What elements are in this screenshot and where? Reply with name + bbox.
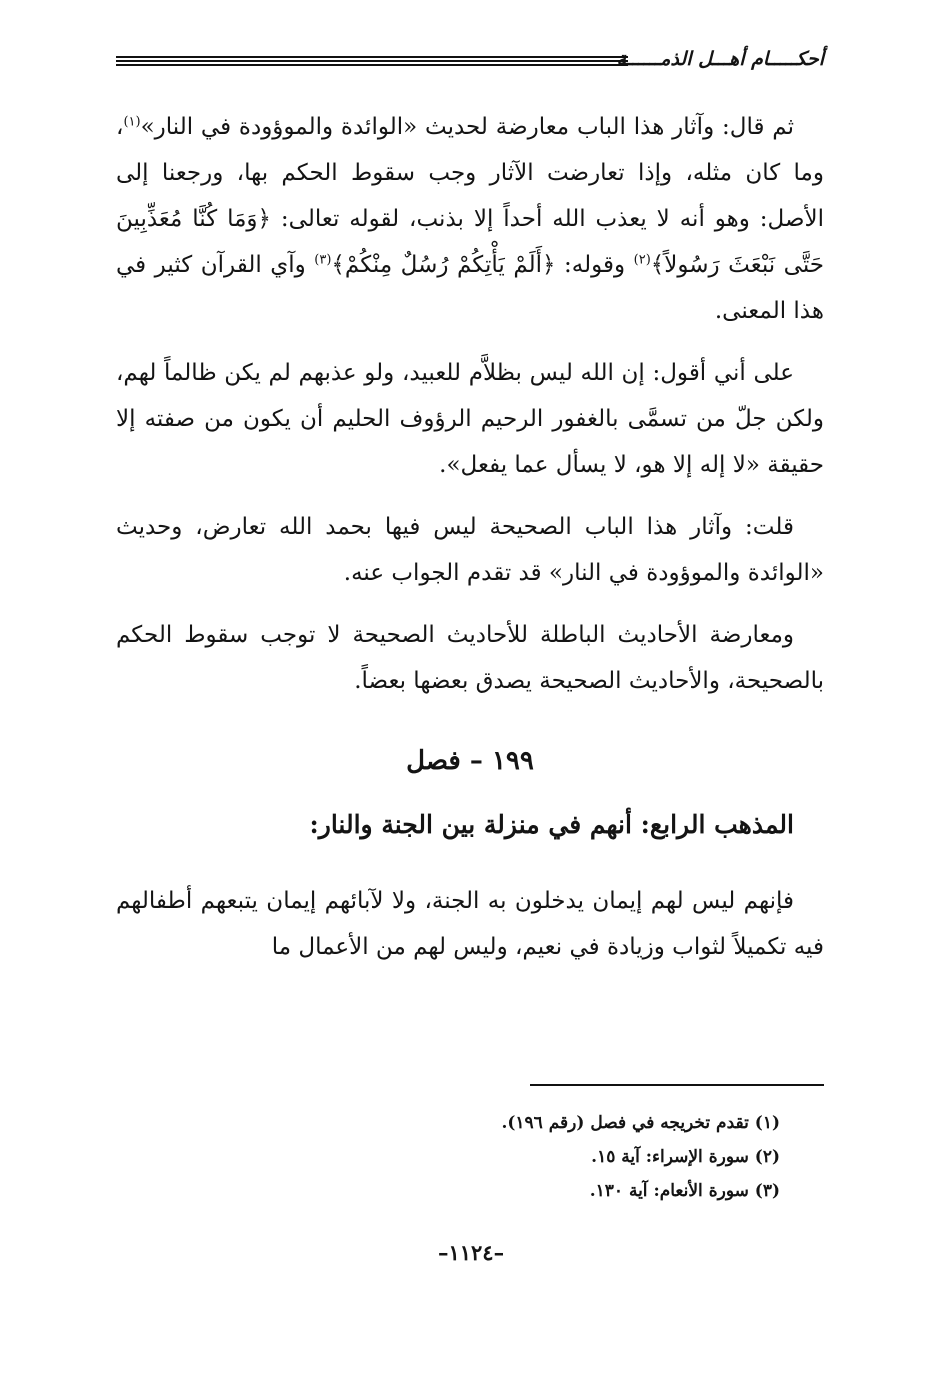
footnote-2: (٢) سورة الإسراء: آية ١٥. [591, 1147, 780, 1167]
footnote-ref-2: (٢) [633, 252, 651, 268]
section-heading: المذهب الرابع: أنهم في منزلة بين الجنة والنار: [309, 810, 794, 839]
paragraph-1-text-b: ، وما كان مثله، وإذا تعارضت الآثار وجب سقوط الحكم بها، ورجعنا إلى الأصل: وهو أنه لا يعذب الله أحداً إلا بذنب، لقوله تعالى: ﴿وَمَا كُنَّا مُعَذِّبِينَ حَتَّى نَبْعَثَ رَسُولاً﴾ [116, 114, 825, 278]
footnote-ref-3: (٣) [314, 252, 332, 268]
header-rule [116, 56, 628, 66]
page-number: –١١٢٤– [437, 1240, 505, 1265]
section-paragraph: فإنهم ليس لهم إيمان يدخلون به الجنة، ولا لآبائهم إيمان يتبعهم أطفالهم فيه تكميلاً لثواب وزيادة في نعيم، وليس لهم من الأعمال ما [116, 888, 824, 960]
running-header [116, 42, 824, 78]
section-number-title: ١٩٩ – فصل [406, 746, 534, 776]
paragraph-3: قلت: وآثار هذا الباب الصحيحة ليس فيها بحمد الله تعارض، وحديث «الوائدة والموؤودة في النار» قد تقدم الجواب عنه. [116, 514, 824, 586]
footnotes [116, 1106, 780, 1208]
footnote-1: (١) تقدم تخريجه في فصل (رقم ١٩٦). [501, 1113, 780, 1133]
header-title: أحكـــــام أهـــل الذمــــــة [616, 48, 824, 70]
footnote-ref-1: (١) [123, 114, 141, 130]
paragraph-2: على أني أقول: إن الله ليس بظلاَّم للعبيد، ولو عذبهم لم يكن ظالماً لهم، ولكن جلّ من تسمَّى بالغفور الرحيم الرؤوف الحليم أن يكون من صفته إلا حقيقة «لا إله إلا هو، لا يسأل عما يفعل». [116, 360, 824, 478]
paragraph-1-text-a: ثم قال: وآثار هذا الباب معارضة لحديث «الوائدة والموؤودة في النار» [140, 114, 794, 140]
paragraph-4: ومعارضة الأحاديث الباطلة للأحاديث الصحيحة لا توجب سقوط الحكم بالصحيحة، والأحاديث الصحيحة يصدق بعضها بعضاً. [116, 622, 824, 694]
paragraph-1 [116, 104, 824, 334]
main-text [116, 104, 824, 986]
footnote-3: (٣) سورة الأنعام: آية ١٣٠. [589, 1181, 780, 1201]
paragraph-1-text-d: وآي القرآن كثير في هذا المعنى. [116, 252, 824, 324]
paragraph-1-text-c: وقوله: ﴿أَلَمْ يَأْتِكُمْ رُسُلٌ مِنْكُمْ﴾ [331, 252, 634, 278]
footnote-divider [530, 1084, 824, 1086]
